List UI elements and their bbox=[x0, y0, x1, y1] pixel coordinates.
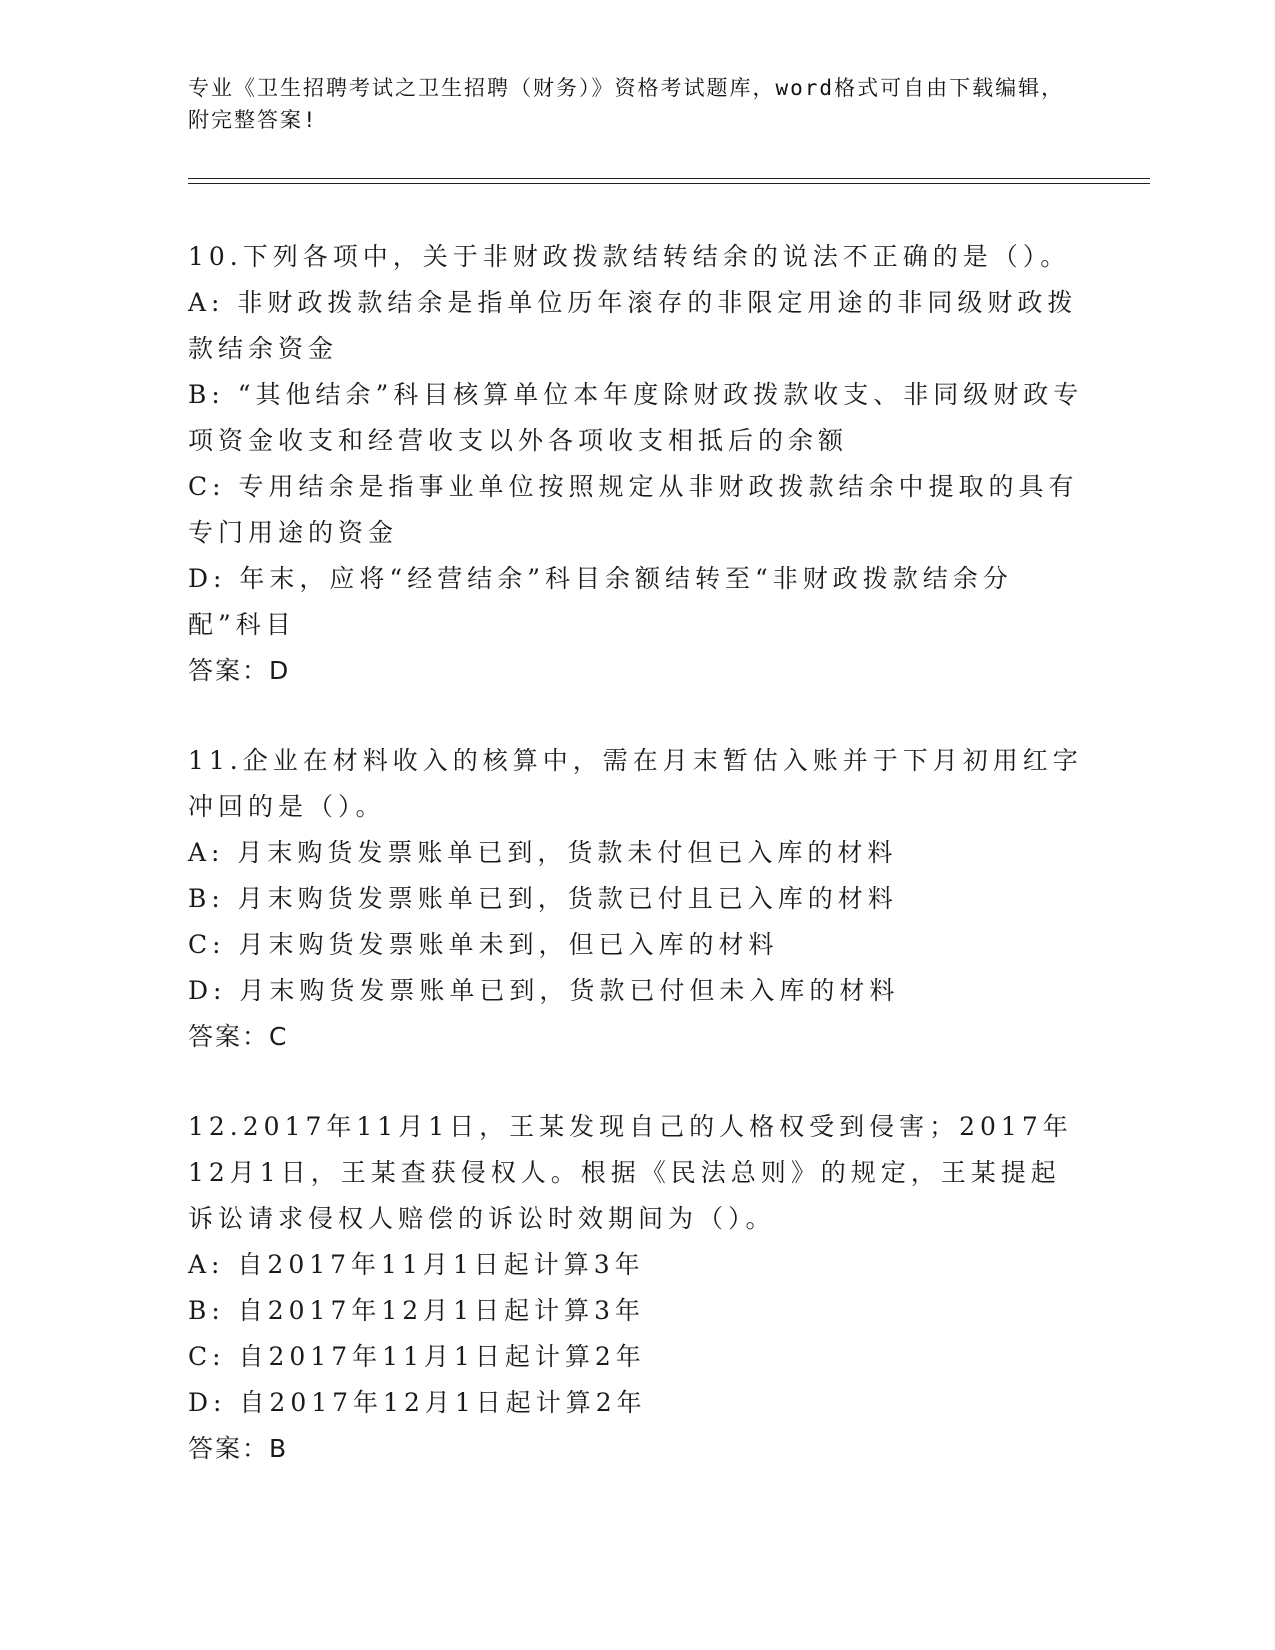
answer-label: 答案：C bbox=[188, 1022, 289, 1051]
answer-label: 答案：B bbox=[188, 1434, 289, 1463]
option-a: A: 非财政拨款结余是指单位历年滚存的非限定用途的非同级财政拨款结余资金 bbox=[188, 288, 1078, 363]
question-stem: 10.下列各项中，关于非财政拨款结转结余的说法不正确的是（）。 bbox=[188, 242, 1071, 271]
header-divider-top bbox=[188, 178, 1150, 179]
option-c: C: 自2017年11月1日起计算2年 bbox=[188, 1342, 646, 1371]
answer-label: 答案：D bbox=[188, 656, 291, 685]
option-b: B: 月末购货发票账单已到，货款已付且已入库的材料 bbox=[188, 884, 898, 913]
option-c: C: 专用结余是指事业单位按照规定从非财政拨款结余中提取的具有专门用途的资金 bbox=[188, 472, 1079, 547]
option-d: D: 年末，应将“经营结余”科目余额结转至“非财政拨款结余分配”科目 bbox=[188, 564, 1013, 639]
question-12 bbox=[188, 1104, 1088, 1472]
option-b: B: 自2017年12月1日起计算3年 bbox=[188, 1296, 645, 1325]
option-d: D: 自2017年12月1日起计算2年 bbox=[188, 1388, 647, 1417]
option-d: D: 月末购货发票账单已到，货款已付但未入库的材料 bbox=[188, 976, 900, 1005]
header-divider-bottom bbox=[188, 183, 1150, 184]
question-11 bbox=[188, 738, 1088, 1060]
question-10 bbox=[188, 234, 1088, 694]
option-c: C: 月末购货发票账单未到，但已入库的材料 bbox=[188, 930, 779, 959]
option-a: A: 自2017年11月1日起计算3年 bbox=[188, 1250, 645, 1279]
question-list bbox=[188, 234, 1088, 1516]
document-intro: 专业《卫生招聘考试之卫生招聘（财务）》资格考试题库，word格式可自由下载编辑，附完整答案! bbox=[188, 76, 1065, 132]
option-b: B: “其他结余”科目核算单位本年度除财政拨款收支、非同级财政专项资金收支和经营收支以外各项收支相抵后的余额 bbox=[188, 380, 1084, 455]
question-stem: 11.企业在材料收入的核算中，需在月末暂估入账并于下月初用红字冲回的是（）。 bbox=[188, 746, 1083, 821]
question-stem: 12.2017年11月1日，王某发现自己的人格权受到侵害；2017年12月1日，王某查获侵权人。根据《民法总则》的规定，王某提起诉讼请求侵权人赔偿的诉讼时效期间为（）。 bbox=[188, 1112, 1073, 1233]
option-a: A: 月末购货发票账单已到，货款未付但已入库的材料 bbox=[188, 838, 898, 867]
